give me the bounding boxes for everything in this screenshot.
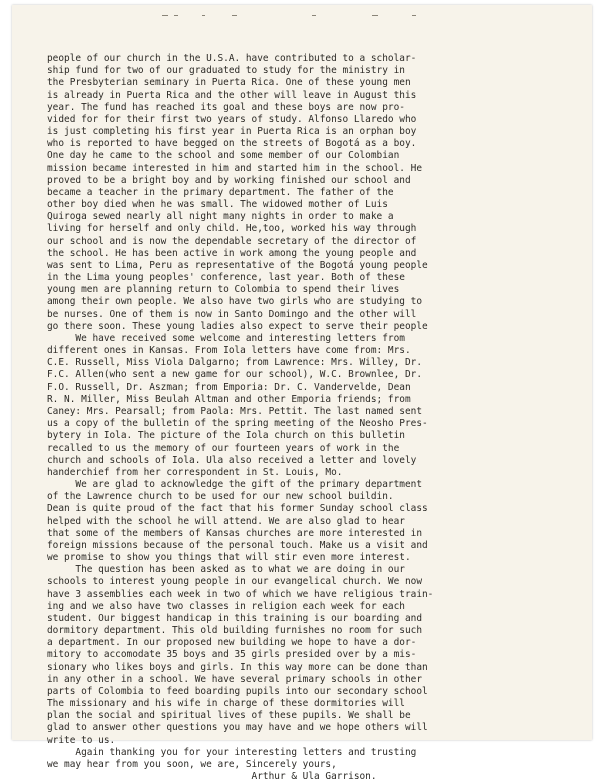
letter-line: Arthur & Ula Garrison.	[47, 771, 377, 783]
letter-line: We have received some welcome and interesting letters from	[47, 332, 405, 344]
letter-line: was sent to Lima, Peru as representative of the Bogotá young people	[47, 259, 428, 271]
letter-line: is just completing his first year in Puerta Rica is an orphan boy	[47, 126, 417, 138]
letter-line: glad to answer other questions you may have and we hope others will	[47, 722, 428, 734]
letter-line: F.O. Russell, Dr. Aszman; from Emporia: Dr. C. Vandervelde, Dean	[47, 381, 411, 393]
letter-line: be nurses. One of them is now in Santo Domingo and the other will	[47, 308, 417, 320]
letter-line: among their own people. We also have two girls who are studying to	[47, 296, 423, 308]
letter-line: foreign missions because of the personal touch. Make us a visit and	[47, 539, 428, 551]
letter-line: our school and is now the dependable secretary of the director of	[47, 235, 417, 247]
letter-line: have 3 assemblies each week in two of which we have religious train-	[47, 588, 434, 600]
letter-line: the school. He has been active in work among the young people and	[47, 247, 417, 259]
letter-line: go there soon. These young ladies also expect to serve their people	[47, 320, 428, 332]
letter-line: other boy died when he was small. The widowed mother of Luis	[47, 199, 388, 211]
letter-line: parts of Colombia to feed boarding pupils into our secondary school	[47, 685, 428, 697]
letter-line: dormitory department. This old building furnishes no room for such	[47, 625, 423, 637]
letter-line: vided for for their first two years of study. Alfonso Llaredo who	[47, 113, 417, 125]
letter-line: F.C. Allen(who sent a new game for our school), W.C. Brownlee, Dr.	[47, 369, 423, 381]
letter-line: C.E. Russell, Miss Viola Dalgarno; from Lawrence: Mrs. Willey, Dr.	[47, 357, 423, 369]
letter-line: us a copy of the bulletin of the spring meeting of the Neosho Pres-	[47, 418, 428, 430]
letter-line: write to us.	[47, 734, 116, 746]
letter-line: different ones in Kansas. From Iola letters have come from: Mrs.	[47, 345, 411, 357]
letter-line: sionary who likes boys and girls. In this way more can be done than	[47, 661, 428, 673]
letter-line: Dean is quite proud of the fact that his former Sunday school class	[47, 503, 428, 515]
letter-line: proved to be a bright boy and by working finished our school and	[47, 174, 411, 186]
letter-line: a department. In our proposed new building we hope to have a dor-	[47, 637, 417, 649]
letter-line: church and schools of Iola. Ula also received a letter and lovely	[47, 454, 417, 466]
letter-line: living for herself and only child. He,too, worked his way through	[47, 223, 417, 235]
letter-line: became a teacher in the primary department. The father of the	[47, 186, 394, 198]
letter-line: helped with the school he will attend. We are also glad to hear	[47, 515, 405, 527]
letter-line: ship fund for two of our graduated to study for the ministry in	[47, 65, 405, 77]
letter-line: plan the social and spiritual lives of these pupils. We shall be	[47, 710, 411, 722]
letter-line: The question has been asked as to what we are doing in our	[47, 564, 405, 576]
letter-line: that some of the members of Kansas churches are more interested in	[47, 527, 423, 539]
letter-line: mitory to accomodate 35 boys and 35 girls presided over by a mis-	[47, 649, 417, 661]
letter-line: handerchief from her correspondent in St. Louis, Mo.	[47, 466, 343, 478]
letter-line: R. N. Miller, Miss Beulah Altman and other Emporia friends; from	[47, 393, 411, 405]
letter-line: ing and we also have two classes in religion each week for each	[47, 600, 405, 612]
letter-line: We are glad to acknowledge the gift of the primary department	[47, 479, 423, 491]
letter-line: recalled to us the memory of our fourteen years of work in the	[47, 442, 400, 454]
letter-line: in any other in a school. We have several primary schools in other	[47, 673, 423, 685]
letter-line: the Presbyterian seminary in Puerta Rica. One of these young men	[47, 77, 411, 89]
letter-line: is already in Puerta Rica and the other will leave in August this	[47, 89, 417, 101]
letter-line: we promise to show you things that will stir even more interest.	[47, 552, 411, 564]
letter-line: in the Lima young peoples' conference, last year. Both of these	[47, 272, 405, 284]
letter-line: The missionary and his wife in charge of these dormitories will	[47, 698, 405, 710]
letter-line: who is reported to have begged on the streets of Bogotá as a boy.	[47, 138, 417, 150]
letter-line: schools to interest young people in our evangelical church. We now	[47, 576, 423, 588]
letter-line: young men are planning return to Colombia to spend their lives	[47, 284, 400, 296]
letter-line: mission became interested in him and started him in the school. He	[47, 162, 423, 174]
letter-line: Quiroga sewed nearly all night many nights in order to make a	[47, 211, 394, 223]
letter-line: One day he came to the school and some member of our Colombian	[47, 150, 400, 162]
letter-line: student. Our biggest handicap in this training is our boarding and	[47, 612, 423, 624]
letter-line: people of our church in the U.S.A. have contributed to a scholar-	[47, 53, 417, 64]
top-edge-marks	[162, 11, 422, 21]
letter-line: bytery in Iola. The picture of the Iola church on this bulletin	[47, 430, 405, 442]
letter-line: we may hear from you soon, we are, Sincerely yours,	[47, 758, 337, 770]
letter-line: Again thanking you for your interesting letters and trusting	[47, 746, 417, 758]
typewritten-letter-body	[47, 53, 567, 783]
letter-line: of the Lawrence church to be used for our new school buildin.	[47, 491, 394, 503]
letter-line: year. The fund has reached its goal and these boys are now pro-	[47, 101, 405, 113]
letter-line: Caney: Mrs. Pearsall; from Paola: Mrs. Pettit. The last named sent	[47, 405, 423, 417]
